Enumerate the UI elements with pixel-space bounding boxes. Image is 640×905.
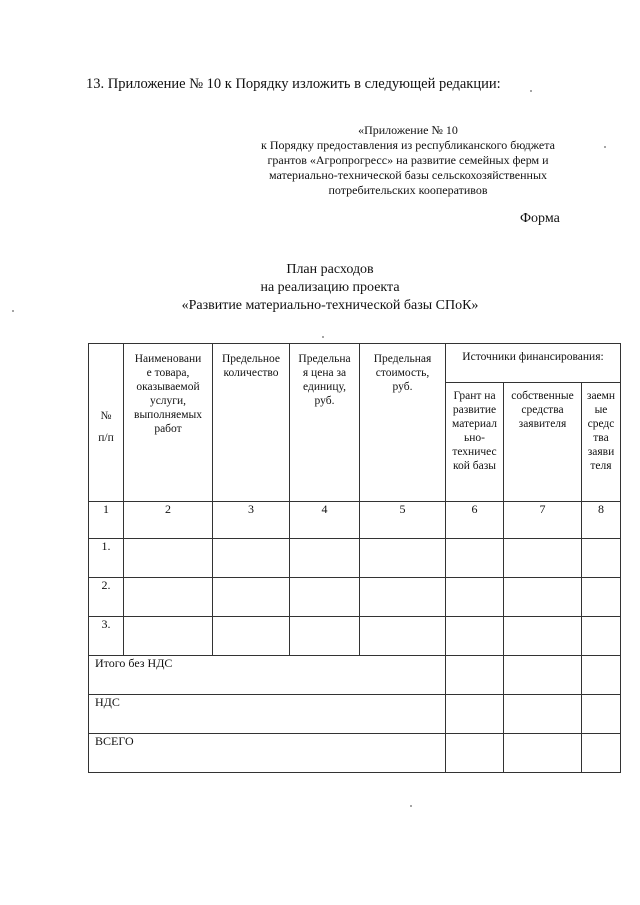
header-line: Наименовани: [134, 353, 202, 365]
header-line: количество: [223, 367, 279, 379]
header-line: №: [100, 409, 112, 422]
table-cell: [504, 695, 582, 734]
summary-label: ВСЕГО: [89, 734, 446, 773]
header-line: выполняемых: [134, 409, 202, 421]
table-cell: [582, 617, 621, 656]
annex-line: к Порядку предоставления из республиканского бюджета: [261, 138, 555, 152]
header-line: техничес: [452, 446, 497, 458]
expense-plan-table: [88, 343, 621, 773]
table-cell: [213, 539, 290, 578]
table-cell: [360, 617, 446, 656]
table-cell: [504, 656, 582, 695]
table-cell: [446, 617, 504, 656]
plan-title-line: на реализацию проекта: [260, 280, 400, 295]
column-number: 8: [582, 502, 621, 539]
table-cell: [446, 656, 504, 695]
column-number: 6: [446, 502, 504, 539]
summary-row-subtotal: [89, 656, 621, 695]
header-line: ые: [594, 404, 608, 416]
summary-label: Итого без НДС: [89, 656, 446, 695]
header-line: Предельная: [373, 353, 432, 365]
header-number: [89, 344, 124, 502]
row-number: 3.: [89, 617, 124, 656]
header-line: работ: [154, 423, 182, 435]
table-cell: [290, 539, 360, 578]
header-line: услуги,: [149, 395, 187, 407]
header-total-cost: [360, 344, 446, 502]
row-number: 1.: [89, 539, 124, 578]
summary-label: НДС: [89, 695, 446, 734]
header-line: развитие: [452, 404, 497, 416]
header-line: руб.: [392, 381, 413, 393]
column-number-row: [89, 502, 621, 539]
header-line: единицу,: [303, 381, 346, 393]
header-line: собственные: [511, 390, 574, 402]
table-cell: [360, 578, 446, 617]
table-row: [89, 617, 621, 656]
table-cell: [124, 617, 213, 656]
header-line: средства: [521, 404, 564, 416]
scan-speck: [530, 90, 532, 92]
table-cell: [124, 539, 213, 578]
row-number: 2.: [89, 578, 124, 617]
header-line: стоимость,: [375, 367, 430, 379]
table-cell: [582, 695, 621, 734]
plan-title-line: «Развитие материально-технической базы СПоК»: [181, 298, 479, 313]
header-line: заемн: [586, 390, 616, 402]
header-line: Грант на: [453, 390, 496, 402]
header-line: заявителя: [518, 418, 567, 430]
header-item-name: [124, 344, 213, 502]
table-cell: [213, 617, 290, 656]
header-own-funds: [504, 383, 582, 502]
annex-reference: [232, 123, 584, 198]
table-cell: [582, 734, 621, 773]
table-cell: [360, 539, 446, 578]
amendment-paragraph: 13. Приложение № 10 к Порядку изложить в следующей редакции:: [86, 76, 501, 92]
table-cell: [504, 617, 582, 656]
header-line: е товара,: [146, 367, 190, 379]
table-cell: [446, 734, 504, 773]
summary-row-vat: [89, 695, 621, 734]
header-line: теля: [590, 460, 612, 472]
column-number: 3: [213, 502, 290, 539]
header-line: руб.: [314, 395, 335, 407]
summary-row-total: [89, 734, 621, 773]
annex-line: грантов «Агропрогресс» на развитие семейных ферм и: [267, 153, 549, 167]
column-number: 5: [360, 502, 446, 539]
header-line: Предельное: [221, 353, 281, 365]
column-number: 4: [290, 502, 360, 539]
table-cell: [124, 578, 213, 617]
scan-speck: [322, 336, 324, 338]
table-cell: [290, 617, 360, 656]
header-borrowed-funds: [582, 383, 621, 502]
table-cell: [504, 734, 582, 773]
header-line: Предельна: [298, 353, 351, 365]
table-cell: [446, 695, 504, 734]
header-line: кой базы: [452, 460, 496, 472]
header-line: средс: [587, 418, 615, 430]
table-row: [89, 539, 621, 578]
header-funding-sources: Источники финансирования:: [446, 344, 621, 383]
header-grant: [446, 383, 504, 502]
scan-speck: [604, 146, 606, 148]
plan-title: [140, 261, 520, 315]
scan-speck: [12, 310, 14, 312]
table-cell: [582, 578, 621, 617]
table-row: [89, 578, 621, 617]
table-cell: [213, 578, 290, 617]
header-quantity: [213, 344, 290, 502]
header-line: оказываемой: [136, 381, 200, 393]
header-line: тва: [593, 432, 609, 444]
table-cell: [290, 578, 360, 617]
table-cell: [446, 578, 504, 617]
scan-speck: [410, 805, 412, 807]
table-cell: [504, 539, 582, 578]
column-number: 7: [504, 502, 582, 539]
column-number: 1: [89, 502, 124, 539]
header-line: заяви: [587, 446, 615, 458]
annex-line: «Приложение № 10: [358, 123, 458, 137]
annex-line: материально-технической базы сельскохозяйственных: [268, 168, 548, 182]
header-line: я цена за: [302, 367, 347, 379]
table-cell: [504, 578, 582, 617]
header-line: материал: [452, 418, 497, 430]
header-line: п/п: [98, 431, 114, 444]
plan-title-line: План расходов: [286, 262, 374, 277]
table-cell: [446, 539, 504, 578]
annex-line: потребительских кооперативов: [328, 183, 488, 197]
header-line: ьно-: [464, 432, 485, 444]
table-cell: [582, 539, 621, 578]
column-number: 2: [124, 502, 213, 539]
header-unit-price: [290, 344, 360, 502]
form-label: Форма: [520, 211, 560, 226]
table-cell: [582, 656, 621, 695]
